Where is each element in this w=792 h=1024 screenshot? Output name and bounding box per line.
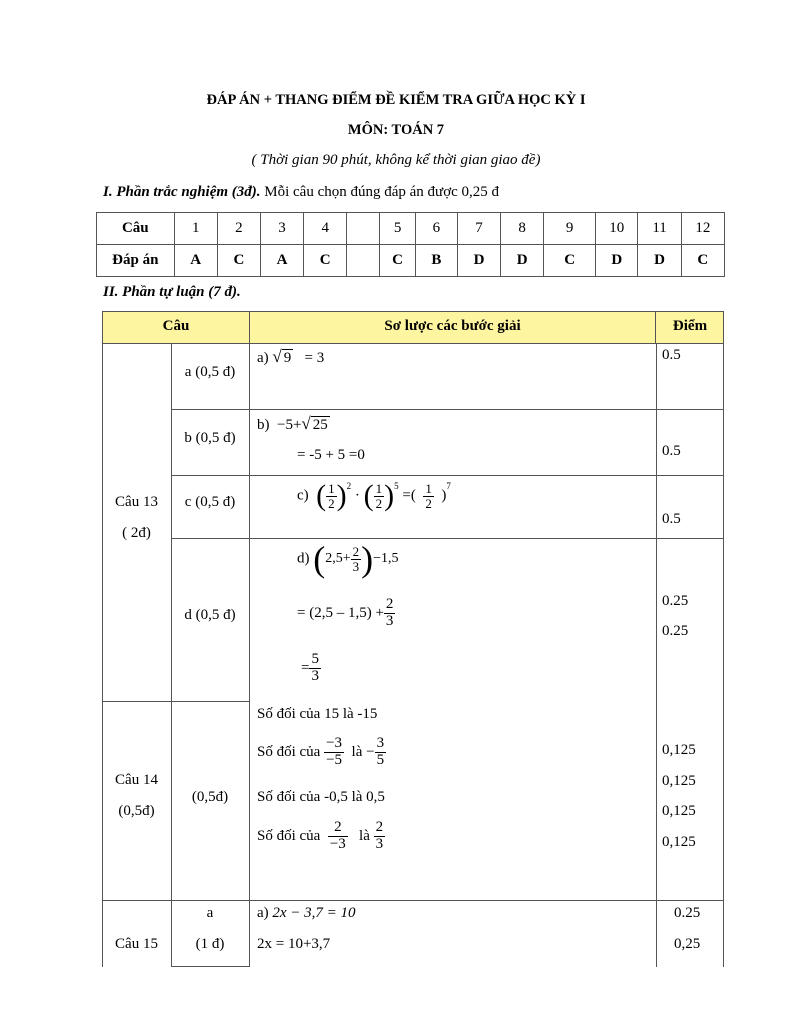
q13d-prefix: d) (297, 550, 310, 567)
q13c-frac2 (374, 482, 385, 510)
frac-num: −3 (326, 735, 343, 751)
q-cell (347, 213, 380, 245)
q14-score: 0,125 (662, 773, 696, 789)
q13b-prefix: b) (257, 417, 270, 433)
frac-den: 2 (425, 495, 432, 511)
row-line (171, 475, 724, 476)
frac-num: 1 (425, 480, 432, 496)
col-score: Điểm (672, 318, 708, 334)
frac-den: 2 (328, 495, 335, 511)
q13d-frac (351, 545, 362, 573)
q-cell: 10 (596, 213, 638, 245)
q14-line4-mid: là (359, 827, 370, 844)
q13d-line2-frac (384, 597, 396, 630)
q-cell: 2 (217, 213, 260, 245)
frac-num: 3 (376, 735, 385, 751)
frac-den: −5 (326, 751, 343, 768)
q13b-expr (257, 414, 330, 434)
a-cell: C (380, 245, 415, 277)
q13b-line2: = -5 + 5 =0 (297, 447, 365, 463)
frac-num: 2 (328, 820, 348, 837)
q-cell: 4 (304, 213, 347, 245)
col-line (656, 343, 657, 967)
q14-line4-pre: Số đối của (257, 827, 321, 844)
frac-den: 3 (352, 558, 360, 574)
q14-label: Câu 14 (115, 772, 158, 788)
q-cell: 8 (501, 213, 544, 245)
q14-score: 0,125 (662, 742, 696, 758)
q13c-frac1 (326, 482, 337, 510)
paren-close-icon: ) (384, 479, 395, 512)
frac-den: 3 (375, 835, 384, 852)
q-cell: 11 (638, 213, 681, 245)
paren-open-icon: ( (410, 487, 416, 504)
frac-den: 2 (375, 495, 383, 511)
q14-line3: Số đối của -0,5 là 0,5 (257, 789, 385, 805)
paren-close-icon: ) (361, 539, 374, 579)
a-cell: D (457, 245, 500, 277)
q13-label: Câu 13 (115, 494, 158, 510)
q13c-exp3: 7 (446, 481, 451, 491)
q14-line1: Số đối của 15 là -15 (257, 706, 378, 722)
q13a-label: a (0,5 đ) (184, 364, 236, 380)
frac-num: 5 (311, 651, 319, 667)
q13a-score: 0.5 (662, 347, 681, 363)
q13d-result-frac (309, 652, 321, 685)
q13a-expr (257, 347, 324, 367)
frac-num: 1 (328, 480, 335, 496)
q13c-exp2: 5 (394, 481, 399, 491)
a-cell: D (596, 245, 638, 277)
q14-sub-label: (0,5đ) (191, 789, 229, 805)
q13b-radicand: 25 (312, 417, 328, 433)
row-line (102, 900, 724, 901)
sqrt-icon: √ (272, 347, 282, 366)
q15-label: Câu 15 (115, 936, 158, 952)
q14-line4-frac2 (374, 820, 386, 853)
row-line (171, 538, 724, 539)
answer-table-answer-row (97, 245, 725, 277)
row-line (171, 409, 724, 410)
a-row-label: Đáp án (97, 245, 175, 277)
q14-line2-frac1 (324, 736, 344, 769)
q15-score1: 0.25 (674, 905, 701, 921)
q13d-line3 (301, 652, 321, 685)
q14-score: 0,125 (662, 803, 696, 819)
q14-score: 0,125 (662, 834, 696, 850)
a-cell: B (415, 245, 457, 277)
answer-table-question-row (97, 213, 725, 245)
q13d-line2 (297, 597, 395, 630)
answer-table (96, 212, 725, 277)
part1-heading-bold: I. Phần trắc nghiệm (3đ). (103, 184, 261, 200)
q13c-expr (297, 481, 451, 511)
q13d-line2-text: = (2,5 – 1,5) (297, 604, 372, 621)
q13c-prefix: c) (297, 487, 309, 504)
q13d-expr2: −1,5 (373, 551, 399, 566)
frac-num: 1 (375, 480, 383, 496)
row-line (171, 966, 250, 967)
q13d-expr (297, 541, 399, 577)
q13d-score2: 0.25 (662, 623, 689, 639)
paren-close-icon: ) (336, 479, 347, 512)
a-cell: C (304, 245, 347, 277)
q-cell: 3 (260, 213, 303, 245)
a-cell: C (544, 245, 596, 277)
q13c-eq: = (402, 487, 411, 504)
paren-open-icon: ( (316, 479, 327, 512)
col-cau: Câu (162, 318, 190, 334)
col-steps: Sơ lược các bước giải (384, 318, 521, 334)
q14-line4 (257, 820, 385, 853)
q13a-radicand: 9 (283, 350, 292, 366)
q13c-frac3 (423, 482, 434, 510)
q-cell: 12 (681, 213, 724, 245)
part1-heading (103, 184, 499, 201)
part1-heading-rest: Mỗi câu chọn đúng đáp án được 0,25 đ (260, 184, 500, 200)
doc-title: ĐÁP ÁN + THANG ĐIỂM ĐỀ KIỂM TRA GIỮA HỌC KỲ I (206, 92, 586, 108)
frac-num: 2 (385, 596, 394, 612)
paren-open-icon: ( (363, 479, 374, 512)
a-cell (347, 245, 380, 277)
frac-num: 2 (352, 543, 360, 559)
frac-den: −3 (329, 835, 346, 852)
q14-line2-pre: Số đối của (257, 743, 321, 760)
q14-points: (0,5đ) (118, 803, 155, 819)
paren-open-icon: ( (313, 539, 326, 579)
q13c-score: 0.5 (662, 511, 681, 527)
q13b-expr-text: −5+ (277, 417, 302, 433)
q13d-expr1: 2,5+ (325, 551, 351, 566)
q14-line4-frac1 (328, 820, 348, 853)
a-cell: D (638, 245, 681, 277)
q15-score2: 0,25 (674, 936, 701, 952)
time-note: ( Thời gian 90 phút, không kể thời gian giao đề) (251, 152, 541, 168)
a-cell: C (681, 245, 724, 277)
q13b-score: 0.5 (662, 443, 681, 459)
q13a-prefix: a) (257, 350, 269, 366)
a-cell: C (217, 245, 260, 277)
q14-line2 (257, 736, 386, 769)
q15-sub-pts: (1 đ) (195, 936, 225, 952)
q15-line1 (257, 905, 356, 922)
q13d-label: d (0,5 đ) (184, 607, 236, 623)
q13a-result: = 3 (304, 350, 325, 366)
doc-subject: MÔN: TOÁN 7 (347, 122, 445, 138)
q-cell: 1 (174, 213, 217, 245)
q-cell: 7 (457, 213, 500, 245)
col-line (249, 343, 250, 967)
q13b-label: b (0,5 đ) (184, 430, 236, 446)
q14-line2-minus: − (366, 743, 375, 760)
q-cell: 6 (415, 213, 457, 245)
a-cell: A (174, 245, 217, 277)
q15-line2: 2x = 10+3,7 (257, 936, 331, 952)
q13-points: ( 2đ) (122, 525, 151, 541)
q13c-label: c (0,5 đ) (184, 494, 236, 510)
q15-line1-expr: 2x − 3,7 = 10 (272, 905, 356, 921)
part2-heading: II. Phần tự luận (7 đ). (103, 284, 241, 300)
q15-sub-a: a (206, 905, 214, 921)
dot-icon: · (354, 487, 360, 504)
col-line (171, 343, 172, 701)
q13c-exp1: 2 (346, 481, 352, 491)
q14-line2-mid: là (351, 743, 363, 760)
a-cell: A (260, 245, 303, 277)
q13d-line3-eq: = (301, 659, 310, 676)
frac-num: 2 (375, 819, 384, 835)
q15-line1-pre: a) (257, 905, 269, 921)
q-row-label: Câu (97, 213, 175, 245)
sqrt-icon: √ (301, 414, 311, 433)
q13d-plus: + (375, 604, 384, 621)
frac-den: 3 (311, 667, 319, 684)
row-line (102, 701, 250, 702)
q-cell: 5 (380, 213, 415, 245)
paren-close-icon: ) (441, 487, 447, 504)
a-cell: D (501, 245, 544, 277)
q-cell: 9 (544, 213, 596, 245)
frac-den: 3 (385, 612, 394, 629)
q14-line2-frac2 (375, 736, 387, 769)
q13d-score1: 0.25 (662, 593, 689, 609)
frac-den: 5 (376, 751, 385, 768)
